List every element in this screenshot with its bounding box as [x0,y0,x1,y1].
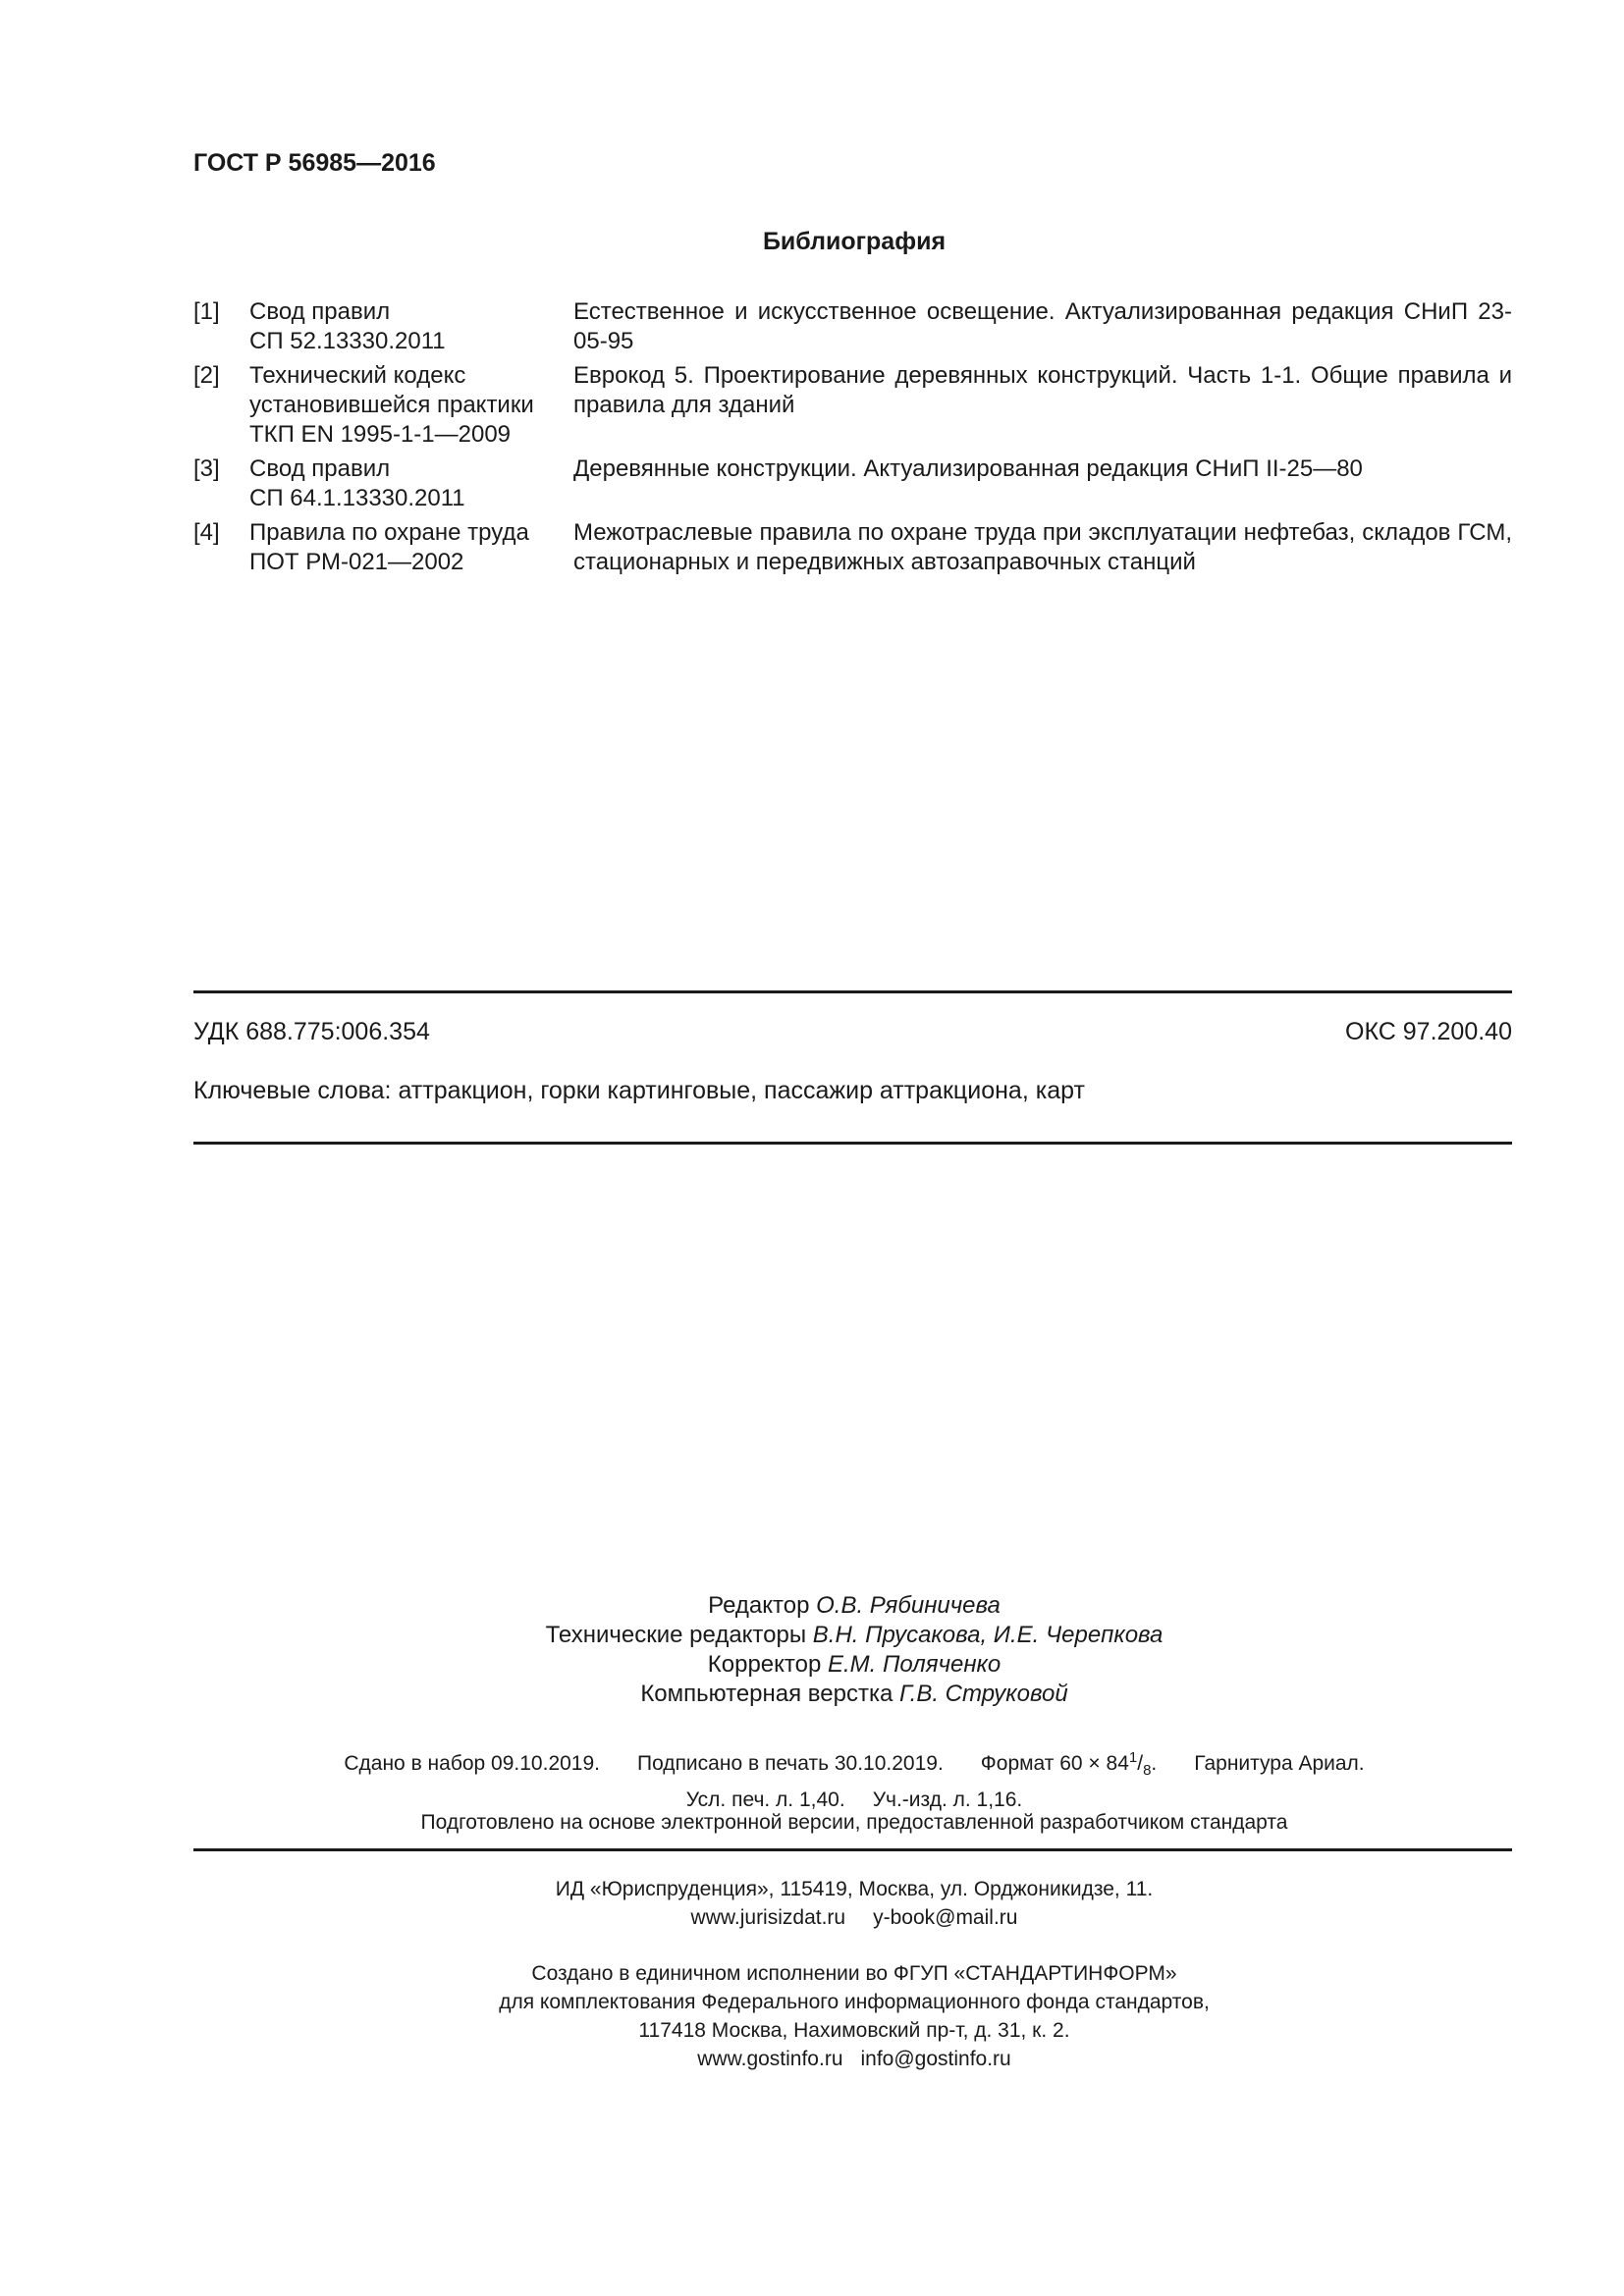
entry-source [249,361,573,454]
source-line: Правила по охране труда [249,519,529,546]
oks-code: ОКС 97.200.40 [1345,1018,1512,1045]
prepared-note: Подготовлено на основе электронной версии, предоставленной разработчиком стандарта [420,1811,1288,1834]
publication-sheets: Уч.-изд. л. 1,16. [872,1789,1023,1812]
entry-number: [4] [193,519,220,546]
created-line: 117418 Москва, Нахимовский пр-т, д. 31, к. 2. [638,2019,1070,2042]
source-line: Свод правил [249,455,391,482]
keywords: Ключевые слова: аттракцион, горки картинговые, пассажир аттракциона, карт [193,1077,1085,1104]
credits-block [0,1591,1624,1709]
tech-editors-names: В.Н. Прусакова, И.Е. Черепкова [812,1622,1164,1648]
created-line: Создано в единичном исполнении во ФГУП «СТАНДАРТИНФОРМ» [531,1962,1177,1985]
created-website: www.gostinfo.ru [697,2048,843,2070]
entry-description: Еврокод 5. Проектирование деревянных конструкций. Часть 1-1. Общие правила и правила для зданий [573,362,1512,418]
print-info-line-1 [0,1743,1624,1786]
bibliography-entry [193,454,1512,518]
created-block [0,1959,1624,2073]
entry-number: [3] [193,455,220,482]
source-line: ПОТ РМ-021—2002 [249,549,464,575]
editor-label: Редактор [708,1592,810,1619]
layout-name: Г.В. Струковой [899,1681,1068,1707]
bibliography-title: Библиография [762,228,947,255]
entry-description: Естественное и искусственное освещение. Актуализированная редакция СНиП 23-05-95 [573,298,1512,354]
entry-description: Межотраслевые правила по охране труда при эксплуатации нефтебаз, складов ГСМ, стационарных и передвижных автозаправочных станций [573,519,1512,575]
divider-top [193,990,1512,993]
corrector-label: Корректор [707,1651,822,1678]
bibliography-entry [193,518,1512,577]
bibliography-entry [193,297,1512,361]
divider-bottom [193,1142,1512,1145]
entry-description: Деревянные конструкции. Актуализированная редакция СНиП II-25—80 [573,455,1363,482]
source-line: СП 52.13330.2011 [249,328,446,354]
print-sheets: Усл. печ. л. 1,40. [685,1789,845,1812]
editor-name: О.В. Рябиничева [816,1592,1001,1619]
divider-footer [193,1848,1512,1851]
source-line: установившейся практики [249,392,534,418]
entry-source [249,297,573,361]
udk-code: УДК 688.775:006.354 [193,1018,430,1045]
print-info [0,1743,1624,1815]
layout-label: Компьютерная верстка [640,1681,893,1707]
bibliography-entry [193,361,1512,454]
publisher-website: www.jurisizdat.ru [690,1906,846,1929]
publisher-address: ИД «Юриспруденция», 115419, Москва, ул. Орджоникидзе, 11. [555,1878,1154,1900]
corrector-name: Е.М. Поляченко [828,1651,1001,1678]
tech-editors-line [0,1621,1624,1650]
document-code: ГОСТ Р 56985—2016 [193,149,436,177]
source-line: ТКП EN 1995-1-1—2009 [249,421,512,448]
paper-format: Формат $60 \times 84^1/_8$. [980,1749,1158,1780]
publisher-email: y-book@mail.ru [873,1906,1018,1929]
source-line: Технический кодекс [249,362,466,389]
entry-number: [2] [193,362,220,389]
created-email: info@gostinfo.ru [860,2048,1011,2070]
bibliography-table [193,297,1512,577]
source-line: Свод правил [249,298,391,325]
corrector-line [0,1650,1624,1680]
entry-source [249,454,573,518]
tech-editors-label: Технические редакторы [545,1622,807,1648]
entry-number: [1] [193,298,220,325]
source-line: СП 64.1.13330.2011 [249,485,465,511]
created-line: для комплектования Федерального информационного фонда стандартов, [499,1991,1210,2013]
publisher-contacts [0,1903,1624,1932]
editor-line [0,1591,1624,1621]
layout-line [0,1680,1624,1709]
typeface: Гарнитура Ариал. [1194,1752,1365,1775]
entry-source [249,518,573,577]
created-contacts [0,2045,1624,2073]
publisher-block [0,1875,1624,1932]
typeset-date: Сдано в набор 09.10.2019. [344,1752,600,1775]
signed-date: Подписано в печать 30.10.2019. [637,1752,944,1775]
